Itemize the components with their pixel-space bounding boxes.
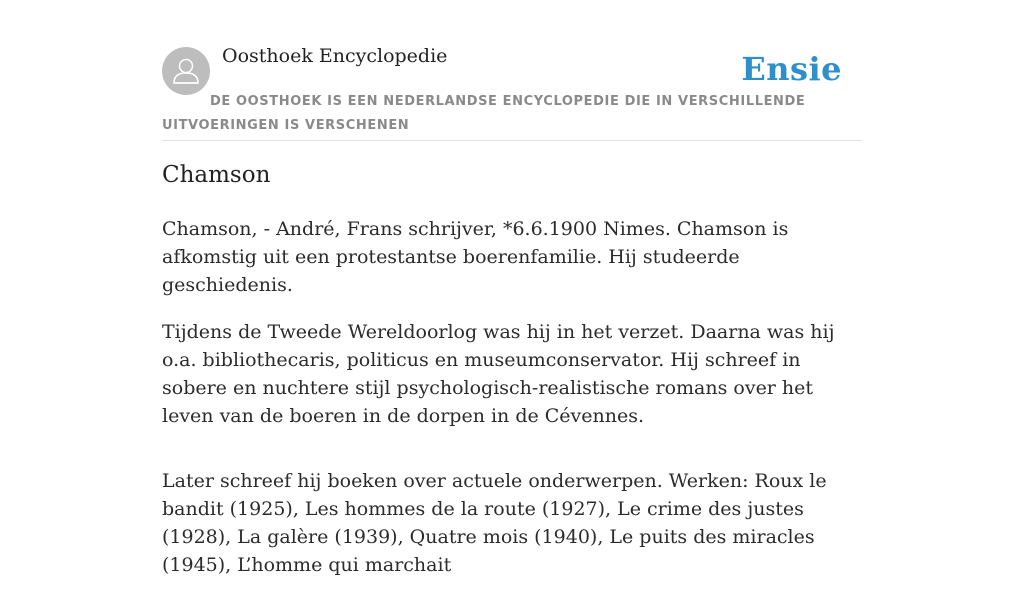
site-name[interactable]: Oosthoek Encyclopedie [222, 45, 448, 67]
tagline: DE OOSTHOEK IS EEN NEDERLANDSE ENCYCLOPEDIE DIE IN VERSCHILLENDE UITVOERINGEN IS VERSCHENEN [162, 94, 806, 133]
paragraph: Chamson, - André, Frans schrijver, *6.6.1900 Nimes. Chamson is afkomstig uit een protestantse boerenfamilie. Hij studeerde geschiedenis. [162, 218, 789, 296]
paragraph: Tijdens de Tweede Wereldoorlog was hij in het verzet. Daarna was hij o.a. bibliothecaris, politicus en museumconservator. Hij schreef in sobere en nuchtere stijl psychologisch-realistische romans over het leven van de boeren in de dorpen in de Cévennes. [162, 321, 835, 427]
header [162, 0, 862, 141]
page [162, 0, 862, 576]
user-avatar-icon[interactable] [162, 47, 210, 95]
paragraph: Later schreef hij boeken over actuele onderwerpen. Werken: Roux le bandit (1925), Les hommes de la route (1927), Le crime des justes (1928), La galère (1939), Quatre mois (1940), Le puits des miracles (1945), L’homme qui marchait [162, 470, 827, 576]
article-body [162, 215, 862, 598]
brand-logo[interactable]: Ensie [741, 50, 842, 88]
article-title: Chamson [162, 162, 271, 188]
